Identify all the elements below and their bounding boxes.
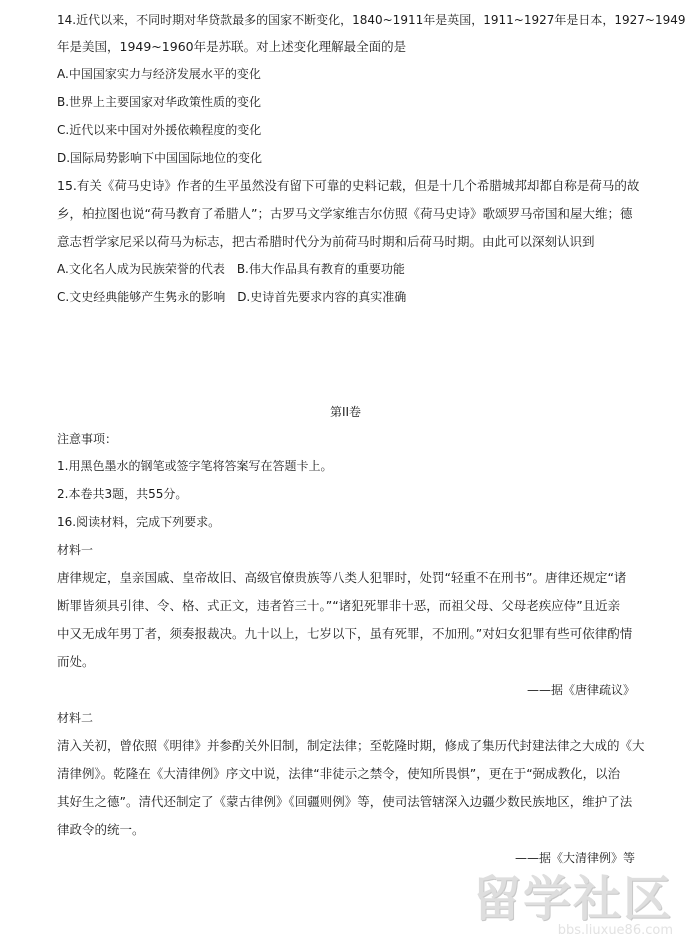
- watermark: [472, 871, 673, 938]
- notes-heading: 注意事项：: [57, 432, 118, 446]
- part-two-title: 第II卷: [329, 405, 362, 419]
- material-2-line-1: 清入关初，曾依照《明律》并参酌关外旧制，制定法律；至乾隆时期，修成了集历代封建法律之大成的《大: [57, 738, 645, 753]
- material-1-line-4: 而处。: [57, 654, 95, 669]
- q14-option-d: D.国际局势影响下中国国际地位的变化: [57, 151, 263, 165]
- material-2-source: ——据《大清律例》等: [514, 851, 635, 865]
- q14-option-b: B.世界上主要国家对华政策性质的变化: [57, 95, 262, 109]
- watermark-url: bbs.liuxue86.com: [557, 923, 673, 938]
- material-1-source: ——据《唐律疏议》: [526, 683, 635, 697]
- watermark-logo: 留学社区: [472, 871, 673, 927]
- material-1-line-1: 唐律规定，皇亲国戚、皇帝故旧、高级官僚贵族等八类人犯罪时，处罚“轻重不在刑书”。唐律还规定“诸: [57, 570, 627, 585]
- material-2-line-3: 其好生之德”。清代还制定了《蒙古律例》《回疆则例》等，使司法管辖深入边疆少数民族地区，维护了法: [57, 794, 633, 809]
- q15-stem-line-1: 15.有关《荷马史诗》作者的生平虽然没有留下可靠的史料记载，但是十几个希腊城邦却都自称是荷马的故: [57, 178, 640, 193]
- note-2: 2.本卷共3题，共55分。: [57, 487, 188, 501]
- q14-stem-line-2: 年是美国，1949~1960年是苏联。对上述变化理解最全面的是: [57, 39, 407, 54]
- q14-option-c: C.近代以来中国对外援依赖程度的变化: [57, 123, 262, 137]
- q16-prompt: 16.阅读材料，完成下列要求。: [57, 515, 221, 529]
- material-2-line-4: 律政令的统一。: [57, 822, 145, 837]
- q14-stem-line-1: 14.近代以来，不同时期对华贷款最多的国家不断变化，1840~1911年是英国，1911~1927年是日本，1927~1949: [57, 13, 686, 27]
- q15-options-row-2: C.文史经典能够产生隽永的影响 D.史诗首先要求内容的真实准确: [57, 290, 407, 304]
- note-1: 1.用黑色墨水的钢笔或签字笔将答案写在答题卡上。: [57, 459, 333, 473]
- q15-stem-line-3: 意志哲学家尼采以荷马为标志，把古希腊时代分为前荷马时期和后荷马时期。由此可以深刻认识到: [57, 234, 595, 249]
- material-2-heading: 材料二: [57, 711, 94, 725]
- material-2-line-2: 清律例》。乾隆在《大清律例》序文中说，法律“非徒示之禁令，使知所畏惧”，更在于“弼成教化，以治: [57, 766, 621, 781]
- material-1-line-3: 中又无成年男丁者，须奏报裁决。九十以上，七岁以下，虽有死罪，不加刑。”对妇女犯罪有些可依律酌情: [57, 626, 633, 641]
- q15-options-row-1: A.文化名人成为民族荣誉的代表 B.伟大作品具有教育的重要功能: [57, 262, 405, 276]
- material-1-line-2: 断罪皆须具引律、令、格、式正文，违者笞三十。”“诸犯死罪非十恶，而祖父母、父母老疾应侍”且近亲: [57, 598, 621, 613]
- q14-option-a: A.中国国家实力与经济发展水平的变化: [57, 67, 261, 81]
- material-1-heading: 材料一: [57, 543, 94, 557]
- q15-stem-line-2: 乡，柏拉图也说“荷马教育了希腊人”；古罗马文学家维吉尔仿照《荷马史诗》歌颂罗马帝国和屋大维；德: [57, 206, 633, 221]
